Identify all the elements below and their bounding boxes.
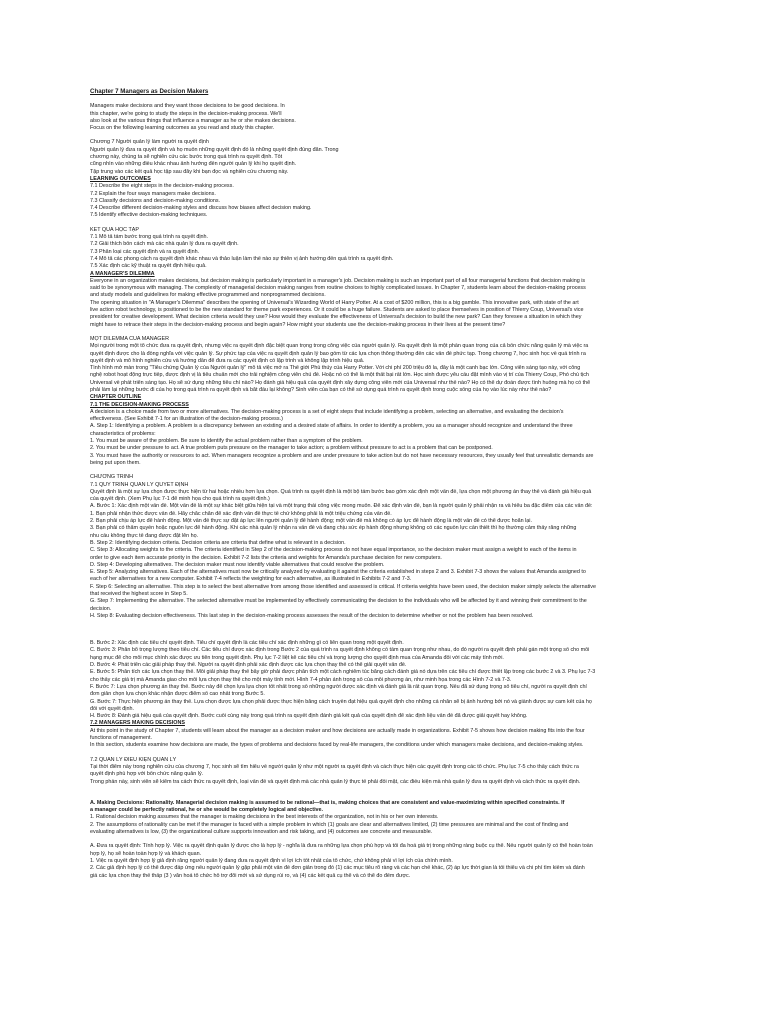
text-line: C. Step 3: Allocating weights to the criteria. The criteria identified in Step 2 of the decision-making process do not have equal importance, so the decision maker must assign a weight to each of the items in bbox=[90, 547, 577, 554]
text-line: của quyết định. (Xem Phụ lục 7-1 để minh họa cho quá trình ra quyết định.) bbox=[90, 496, 270, 503]
text-line: Tại thời điểm này trong nghiên cứu của chương 7, học sinh sẽ tìm hiểu về người quản lý như một người ra quyết định và cách thực hiện các quyết định trong các tổ chức. Phụ lục 7-5 cho thấy cách thức ra bbox=[90, 763, 579, 770]
chapter-title: Chapter 7 Managers as Decision Makers bbox=[90, 88, 209, 95]
text-line: Universal về phát triển sáng tạo. Họ sẽ sử dụng những tiêu chí nào? Họ đánh giá hiệu quả của quyết định xây dựng công viên mới của Universal như thế nào? Họ có thể dự đoán được tình huống mà họ có thể bbox=[90, 379, 591, 386]
text-line: 7.1 Mô tả tám bước trong quá trình ra quyết định. bbox=[90, 234, 209, 241]
text-line: Quyết định là một sự lựa chọn được thực hiện từ hai hoặc nhiều hơn lựa chọn. Quá trình ra quyết định là một bộ tám bước bao gồm xác định một vấn đề, lựa chọn một phương án thay thế và đánh giá hiệu quả bbox=[90, 488, 592, 495]
text-line: this chapter, we're going to study the steps in the decision-making process. We'll bbox=[90, 110, 282, 117]
steps-vi bbox=[90, 640, 688, 720]
section-7-2-vi-heading: 7.2 QUẢN LÝ ĐIỀU KIỆN QUẢN LÝ bbox=[90, 756, 177, 763]
dilemma-en bbox=[90, 278, 688, 329]
rationality-vi bbox=[90, 843, 688, 879]
text-line: nghệ robot hoạt động trực tiếp, được định vị là tiêu chuẩn mới cho trải nghiệm công viên chủ đề. Hoặc nó có thể là một thất bại rất lớn. Học sinh được yêu cầu đặt mình vào vị trí của Thierry Coup, Phó chủ tịch bbox=[90, 372, 589, 379]
section-7-2-en bbox=[90, 728, 688, 750]
text-line: Managers make decisions and they want those decisions to be good decisions. In bbox=[90, 103, 285, 110]
text-line: evaluating alternatives is low, (3) the organizational culture supports innovation and risk taking, and (4) outcomes are concrete and measurable. bbox=[90, 829, 433, 836]
text-line: 7.3 Phân loại các quyết định và ra quyết định. bbox=[90, 248, 200, 255]
section-7-2-heading: 7.2 MANAGERS MAKING DECISIONS bbox=[90, 720, 185, 727]
learning-outcomes-en bbox=[90, 183, 688, 219]
text-line: C. Bước 3: Phân bổ trọng lượng theo tiêu chí. Các tiêu chí được xác định trong Bước 2 của quá trình ra quyết định không có tầm quan trọng như nhau, do đó người ra quyết định phải gán một trọng số cho mỗi bbox=[90, 647, 590, 654]
text-line: A. Bước 1: Xác định một vấn đề. Một vấn đề là một sự khác biệt giữa hiện tại và một trạng thái công việc mong muốn. Để xác định vấn đề, bạn là người quản lý phải nhận ra và hiểu ba đặc điểm của các vấn đề: bbox=[90, 503, 593, 510]
text-line: H. Step 8: Evaluating decision effectiveness. This last step in the decision-making process assesses the result of the decision to determine whether or not the problem has been resolved. bbox=[90, 612, 534, 619]
text-line: 7.5 Xác định các kỹ thuật ra quyết định hiệu quả. bbox=[90, 263, 207, 270]
section-7-1-heading: 7.1 THE DECISION-MAKING PROCESS bbox=[90, 401, 189, 408]
text-line: cho thấy các giá trị mà Amanda giao cho mỗi lựa chọn thay thế cho một máy tính mới. Hình 7-4 phản ánh trọng số của mỗi phương án, như minh họa trong các Hình 7-2 và 7-3. bbox=[90, 676, 512, 683]
text-line: 2. Các giả định hợp lý có thể được đáp ứng nếu người quản lý gặp phải một vấn đề đơn giản trong đó (1) các mục tiêu rõ ràng và các hạn chế khác, (2) áp lực thời gian là tối thiểu và chi phí tìm kiếm và đánh bbox=[90, 865, 585, 872]
text-line: In this section, students examine how decisions are made, the types of problems and decisions faced by real-life managers, the conditions under which managers make decisions, and decision-making styles. bbox=[90, 742, 584, 749]
text-line: 7.2 Giải thích bốn cách mà các nhà quản lý đưa ra quyết định. bbox=[90, 241, 239, 248]
text-line: Everyone in an organization makes decisions, but decision making is particularly important in a manager's job. Decision making is such an important part of all four managerial functions that decision making is bbox=[90, 277, 586, 284]
text-line: Tình hình mở màn trong "Tiêu chứng Quản lý của Người quản lý" mô tả việc mở ra Thế giới Phù thủy của Harry Potter. Với chi phí 200 triệu đô la, đây là một canh bạc lớn. Công viên sáng tạo này, với công bbox=[90, 365, 581, 372]
text-line: 7.1 Describe the eight steps in the decision-making process. bbox=[90, 183, 234, 190]
text-line: Focus on the following learning outcomes as you read and study this chapter. bbox=[90, 125, 275, 132]
text-line: 7.4 Mô tả các phong cách ra quyết định khác nhau và thảo luận làm thế nào sự thiên vị ảnh hưởng đến quá trình ra quyết định. bbox=[90, 255, 394, 262]
text-line: order to give each item accurate priority in the decision. Exhibit 7-2 lists the criteria and weights for Amanda's purchase decision for new computers. bbox=[90, 554, 442, 561]
text-line: 1. You must be aware of the problem. Be sure to identify the actual problem rather than a symptom of the problem. bbox=[90, 438, 363, 445]
text-line: 2. The assumptions of rationality can be met if the manager is faced with a simple problem in which (1) goals are clear and alternatives limited, (2) time pressures are minimal and the cost of finding and bbox=[90, 821, 569, 828]
text-line: quyết định được cho là đồng nghĩa với việc quản lý. Sự phức tạp của việc ra quyết định quản lý bao gồm từ các lựa chọn thông thường đến các vấn đề phức tạp. Trong chương 7, học sinh học về quá trình ra bbox=[90, 350, 586, 357]
text-line: phải làm lại những bước đi của họ trong quá trình ra quyết định và bắt đầu lại không? Sinh viên của bạn có thể sử dụng quá trình ra quyết định trong cuộc sống của họ vào lúc này như thế nào? bbox=[90, 386, 552, 393]
text-line: characteristics of problems: bbox=[90, 430, 156, 437]
text-line: F. Step 6: Selecting an alternative. This step is to select the best alternative from among those identified and assessed is critical. If criteria weights have been used, the decision maker simply selects the alternative bbox=[90, 583, 596, 590]
text-line: Người quản lý đưa ra quyết định và họ muốn những quyết định đó là những quyết định đúng đắn. Trong bbox=[90, 146, 339, 153]
text-line: also look at the various things that influence a manager as he or she makes decisions. bbox=[90, 117, 296, 124]
text-line: G. Bước 7: Thực hiện phương án thay thế. Lựa chọn được lựa chọn phải được thực hiện bằng cách truyền đạt hiệu quả quyết định cho những cá nhân sẽ bị ảnh hưởng bởi nó và giành được sự cam kết của họ bbox=[90, 698, 592, 705]
text-line: 1. Rational decision making assumes that the manager is making decisions in the best interests of the organization, not in his or her own interests. bbox=[90, 814, 439, 821]
text-line: live action robot technology, is positioned to be the new standard for theme park experiences. Or it could be a huge failure. Students are asked to place themselves in position of Thierry Coup, Universal's vice bbox=[90, 307, 584, 314]
text-line: Tập trung vào các kết quả học tập sau đây khi bạn đọc và nghiên cứu chương này. bbox=[90, 168, 289, 175]
text-line: đơn giản chọn lựa chọn khác nhận được điểm số cao nhất trong Bước 5. bbox=[90, 691, 265, 698]
intro-vi bbox=[90, 139, 688, 175]
text-line: chương này, chúng ta sẽ nghiên cứu các bước trong quá trình ra quyết định. Tốt bbox=[90, 154, 283, 161]
text-line: quyết định phù hợp với bốn chức năng quản lý. bbox=[90, 771, 204, 778]
text-line: a manager could be perfectly rational, he or she would be completely logical and objective. bbox=[90, 807, 324, 814]
text-line: đối với quyết định. bbox=[90, 705, 134, 712]
text-line: B. Bước 2: Xác định các tiêu chí quyết định. Tiêu chí quyết định là các tiêu chí xác định những gì có liên quan trong một quyết định. bbox=[90, 640, 404, 647]
rationality-bold bbox=[90, 800, 688, 815]
text-line: E. Bước 5: Phân tích các lựa chọn thay thế. Mỗi giải pháp thay thế bây giờ phải được phân tích một cách nghiêm túc bằng cách đánh giá nó dựa trên các tiêu chí được thiết lập trong các bước 2 và 3. Phụ lục 7-3 bbox=[90, 669, 596, 676]
text-line: effectiveness. (See Exhibit 7-1 for an illustration of the decision-making process.) bbox=[90, 416, 283, 423]
text-line: hạng mục để cho mỗi mục chính xác được ưu tiên trong quyết định. Phụ lục 7-2 liệt kê các tiêu chí và trọng lượng cho quyết định mua của Amanda đối với các máy tính mới. bbox=[90, 654, 504, 661]
text-line: 7.3 Classify decisions and decision-making conditions. bbox=[90, 197, 221, 204]
chapter-outline-heading: CHAPTER OUTLINE bbox=[90, 394, 142, 401]
text-line: A. Đưa ra quyết định: Tính hợp lý. Việc ra quyết định quản lý được cho là hợp lý - nghĩa là đưa ra những lựa chọn phù hợp và tối đa hoá giá trị trong những ràng buộc cụ thể. Nếu người quản lý có thể hoàn toàn bbox=[90, 843, 593, 850]
learning-outcomes-vi-heading: KẾT QUẢ HỌC TẬP bbox=[90, 226, 139, 233]
text-line: 3. You must have the authority or resources to act. When managers recognize a problem and are under pressure to take action but do not have necessary resources, they usually feel that unrealistic demands are bbox=[90, 452, 594, 459]
text-line: being put upon them. bbox=[90, 459, 141, 466]
text-line: The opening situation in "A Manager's Dilemma" describes the opening of Universal's Wizarding World of Harry Potter. At a cost of $200 million, this is a big gamble. This innovative park, with state of the art bbox=[90, 299, 579, 306]
text-line: F. Bước 7: Lựa chọn phương án thay thế. Bước này để chọn lựa lựa chọn tốt nhất trong số những người được xác định và đánh giá là rất quan trọng. Nếu đã sử dụng trọng số tiêu chí, người ra quyết định chỉ bbox=[90, 683, 587, 690]
text-line: president for creative development. What decision criteria would they use? How would they evaluate the effectiveness of Universal's decision to build the new park? Can they foresee a situation in which they bbox=[90, 314, 582, 321]
text-line: B. Step 2: Identifying decision criteria. Decision criteria are criteria that define what is relevant in a decision. bbox=[90, 539, 346, 546]
text-line: D. Step 4: Developing alternatives. The decision maker must now identify viable alternatives that could resolve the problem. bbox=[90, 561, 385, 568]
text-line: E. Step 5: Analyzing alternatives. Each of the alternatives must now be critically analyzed by evaluating it against the criteria established in steps 2 and 3. Exhibit 7-3 shows the values that Amanda assigned to bbox=[90, 569, 586, 576]
text-line: that received the highest score in Step 5. bbox=[90, 591, 188, 597]
learning-outcomes-heading: LEARNING OUTCOMES bbox=[90, 175, 151, 182]
text-line: Mọi người trong một tổ chức đưa ra quyết định, nhưng việc ra quyết định đặc biệt quan trọng trong công việc của người quản lý. Ra quyết định là một phần quan trọng của cả bốn chức năng quản lý mà việc ra bbox=[90, 343, 589, 350]
text-line: each of her alternatives for a new computer. Exhibit 7-4 reflects the weighting for each alternative, as illustrated in Exhibits 7-2 and 7-3. bbox=[90, 576, 412, 583]
text-line: functions of management. bbox=[90, 735, 153, 742]
section-7-2-vi bbox=[90, 764, 688, 786]
text-line: said to be synonymous with managing. The complexity of managerial decision making ranges from routine choices to highly complicated issues. In Chapter 7, students learn about the decision-making process bbox=[90, 285, 586, 292]
text-line: 7.5 Identify effective decision-making techniques. bbox=[90, 212, 208, 219]
section-7-1-vi bbox=[90, 482, 688, 621]
text-line: giá các lựa chọn thay thế thấp (3 ) văn hoá tổ chức hỗ trợ đổi mới và sử dụng rủi ro, và (4) các kết quả cụ thể và có thể đo đếm được. bbox=[90, 872, 411, 879]
text-line: 2. You must be under pressure to act. A true problem puts pressure on the manager to take action; a problem without pressure to act is a problem that can be postponed. bbox=[90, 445, 493, 452]
text-line: A. Making Decisions: Rationality. Managerial decision making is assumed to be rational—that is, making choices that are consistent and value-maximizing within specified constraints. If bbox=[90, 799, 565, 806]
text-line: and study models and guidelines for making effective programmed and nonprogrammed decisions. bbox=[90, 292, 326, 299]
text-line: cũng nhìn vào những điều khác nhau ảnh hưởng đến người quản lý khi họ quyết định. bbox=[90, 161, 297, 168]
text-line: quyết định và mô hình nghiên cứu và hướng dẫn để đưa ra các quyết định có lập trình và không lập trình hiệu quả. bbox=[90, 357, 365, 364]
text-line: hợp lý, họ sẽ hoàn toàn hợp lý và khách quan. bbox=[90, 850, 202, 857]
text-line: 7.2 Explain the four ways managers make decisions. bbox=[90, 190, 216, 197]
text-line: A decision is a choice made from two or more alternatives. The decision-making process is a set of eight steps that include identifying a problem, selecting an alternative, and evaluating the decision's bbox=[90, 408, 564, 415]
text-line: 7.4 Describe different decision-making styles and discuss how biases affect decision making. bbox=[90, 205, 312, 212]
text-line: At this point in the study of Chapter 7, students will learn about the manager as a decision maker and how decisions are actually made in organizations. Exhibit 7-5 shows how decision making fits into the four bbox=[90, 727, 585, 734]
text-line: G. Step 7: Implementing the alternative. The selected alternative must be implemented by effectively communicating the decision to the individuals who will be affected by it and winning their commitment to the bbox=[90, 598, 587, 605]
text-line: might have to retrace their steps in the decision-making process and begin again? How might your students use the decision-making process in their lives at the present time? bbox=[90, 321, 506, 328]
learning-outcomes-vi bbox=[90, 234, 688, 270]
text-line: D. Bước 4: Phát triển các giải pháp thay thế. Người ra quyết định phải xác định được các lựa chọn thay thế có thể giải quyết vấn đề. bbox=[90, 662, 407, 669]
text-line: 3. Bạn phải có thẩm quyền hoặc nguồn lực để hành động. Khi các nhà quản lý nhận ra vấn đề và đang chịu sức ép hành động nhưng không có các nguồn lực cần thiết thì họ thường cảm thấy rằng những bbox=[90, 525, 577, 532]
text-line: 1. Việc ra quyết định hợp lý giả định rằng người quản lý đang đưa ra quyết định vì lợi ích tốt nhất của tổ chức, chứ không phải vì lợi ích của chính mình. bbox=[90, 857, 453, 864]
text-line: decision. bbox=[90, 605, 112, 612]
text-line: 2. Bạn phải chịu áp lực để hành động. Một vấn đề thực sự đặt áp lực lên người quản lý để hành động; một vấn đề mà không có áp lực để hành động là một vấn đề có thể được hoãn lại. bbox=[90, 518, 533, 525]
section-7-1-en bbox=[90, 409, 688, 467]
text-line: Chương 7 Người quản lý làm người ra quyết định bbox=[90, 139, 209, 146]
dilemma-vi bbox=[90, 343, 688, 394]
text-line: A. Step 1: Identifying a problem. A problem is a discrepancy between an existing and a desired state of affairs. In order to identify a problem, you as a manager should recognize and understand the three bbox=[90, 423, 573, 430]
text-line: Trong phần này, sinh viên sẽ kiểm tra cách thức ra quyết định, loại vấn đề và quyết định mà các nhà quản lý thực tế phải đối mặt, các điều kiện mà nhà quản lý đưa ra quyết định và cách thức ra quyết định. bbox=[90, 778, 581, 785]
text-line: H. Bước 8: Đánh giá hiệu quả của quyết định. Bước cuối cùng này trong quá trình ra quyết định đánh giá kết quả của quyết định để xác định liệu vấn đề đã được giải quyết hay không. bbox=[90, 713, 528, 720]
text-line: 1. Bạn phải nhận thức được vấn đề. Hãy chắc chắn để xác định vấn đề thực tế chứ không phải là một triệu chứng của vấn đề. bbox=[90, 510, 392, 517]
intro-en bbox=[90, 103, 688, 132]
dilemma-heading: A MANAGER'S DILEMMA bbox=[90, 270, 155, 277]
text-line: 7.1 QUY TRÌNH QUẢN LÝ QUYẾT ĐỊNH bbox=[90, 481, 189, 488]
rationality-en bbox=[90, 814, 688, 836]
section-7-1-vi-heading: CHƯƠNG TRÌNH bbox=[90, 474, 133, 481]
text-line: nhu cầu không thực tế đang được đặt lên họ. bbox=[90, 532, 199, 539]
dilemma-vi-heading: MỘT DILEMMA CỦA MANAGER bbox=[90, 335, 169, 342]
